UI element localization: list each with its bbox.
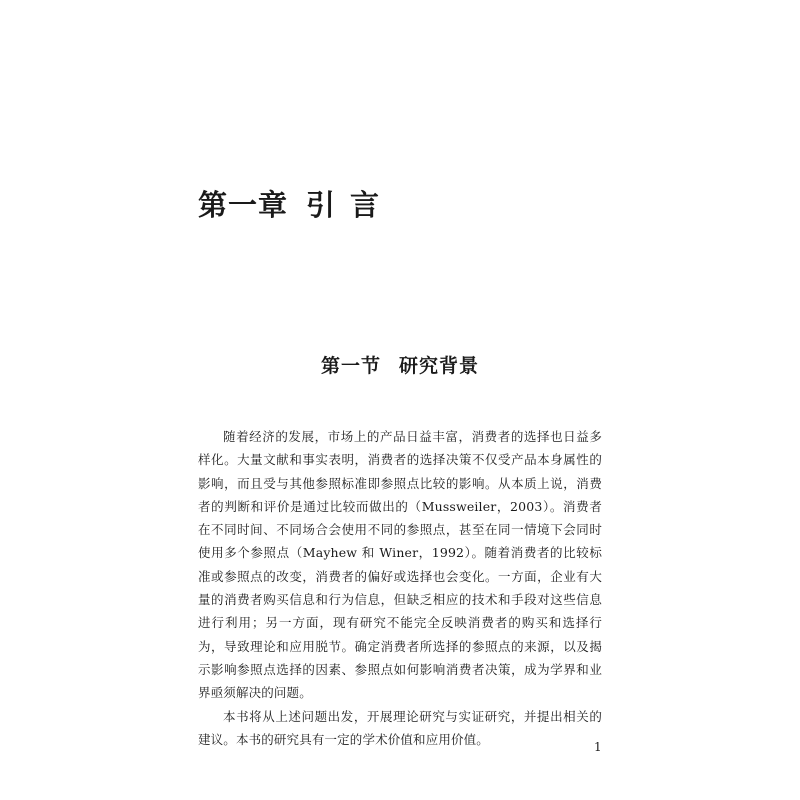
chapter-title-char-2: 言 (350, 188, 381, 222)
paragraph-1: 随着经济的发展，市场上的产品日益丰富，消费者的选择也日益多样化。大量文献和事实表明，消费者的选择决策不仅受产品本身属性的影响，而且受与其他参照标准即参照点比较的影响。从本质上说，消费者的判断和评价是通过比较而做出的（Mussweiler，2003）。消费者在不同时间、不同场合会使用不同的参照点，甚至在同一情境下会同时使用多个参照点（Mayhew 和 Winer，1992）。随着消费者的比较标准或参照点的改变，消费者的偏好或选择也会变化。一方面，企业有大量的消费者购买信息和行为信息，但缺乏相应的技术和手段对这些信息进行利用；另一方面，现有研究不能完全反映消费者的购买和选择行为，导致理论和应用脱节。确定消费者所选择的参照点的来源，以及揭示影响参照点选择的因素、参照点如何影响消费者决策，成为学界和业界亟须解决的问题。 (198, 429, 602, 701)
chapter-number: 第一章 (198, 188, 289, 222)
page-number: 1 (594, 740, 602, 754)
paragraph-2: 本书将从上述问题出发，开展理论研究与实证研究，并提出相关的建议。本书的研究具有一定的学术价值和应用价值。 (198, 708, 602, 747)
section-title (0, 355, 800, 378)
chapter-title (198, 188, 380, 223)
body-text (198, 425, 602, 751)
section-number: 第一节 (320, 355, 381, 377)
section-heading: 研究背景 (399, 355, 480, 377)
chapter-title-char-1: 引 (306, 188, 337, 222)
